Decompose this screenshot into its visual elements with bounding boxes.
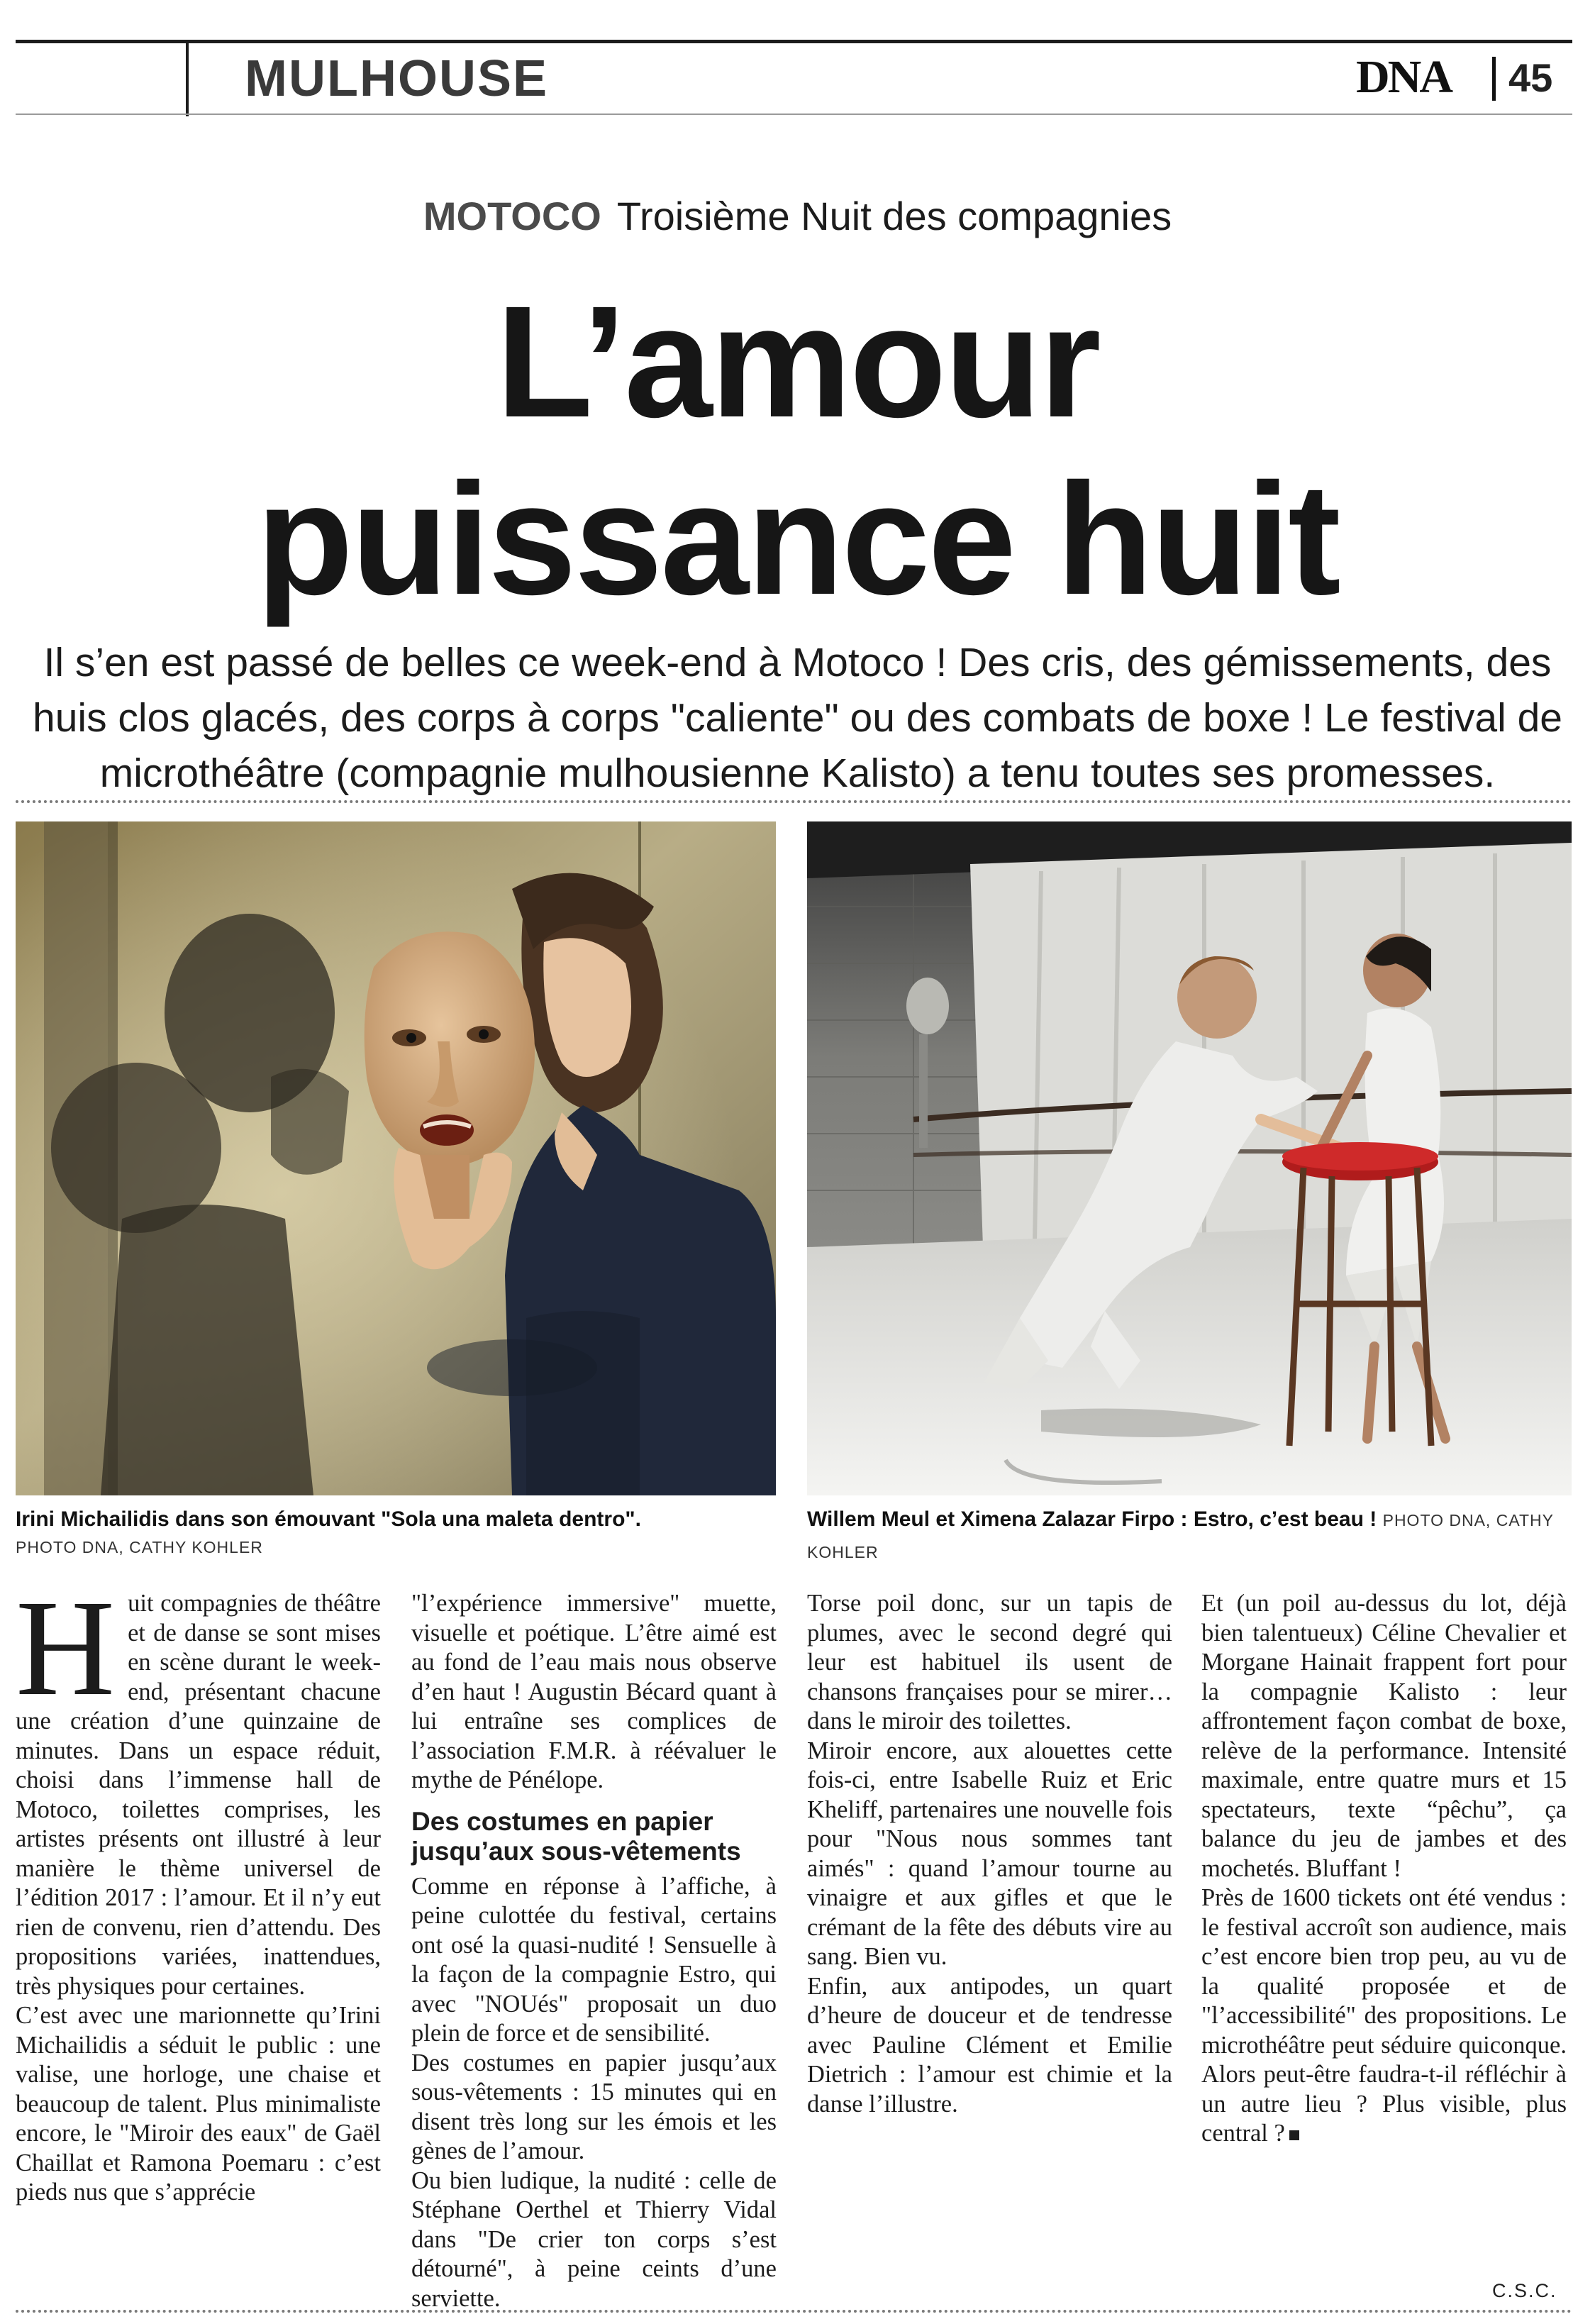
page-bottom-rule	[16, 2310, 1572, 2313]
page-number: 45	[1508, 55, 1553, 100]
body-paragraph: Et (un poil au-dessus du lot, déjà bien talentueux) Céline Chevalier et Morgane Hainait frappent fort pour la compagnie Kalisto : leur affrontement façon combat de boxe, relève de la performance. Intensité maximale, entre quatre murs et 15 spectateurs, texte “pêchu”, ça balance du jeu de jambes et des mochetés. Bluffant !	[1201, 1590, 1567, 1882]
body-paragraph: Des costumes en papier jusqu’aux sous-vêtements : 15 minutes qui en disent très long sur les émois et les gènes de l’amour.	[411, 2049, 777, 2164]
body-paragraph: uit compagnies de théâtre et de danse se sont mises en scène durant le week-end, présentant chacune une création d’une quinzaine de minutes. Dans un espace réduit, choisi dans l’immense hall de Motoco, toilettes comprises, les artistes présents ont illustré à leur manière le thème universel de l’édition 2017 : l’amour. Et il n’y eut rien de convenu, rien d’attendu. Des propositions variées, inattendues, très physiques pour certaines.	[16, 1590, 381, 2000]
header-separator	[186, 40, 189, 116]
article-column-1	[16, 1571, 381, 2270]
author-signature: C.S.C.	[1492, 2280, 1557, 2301]
photo-caption-1: Irini Michailidis dans son émouvant "Sola una maleta dentro".	[16, 1507, 641, 1531]
drop-cap: H	[16, 1571, 116, 1724]
article-column-3	[807, 1589, 1172, 2270]
body-paragraph: Comme en réponse à l’affiche, à peine culottée du festival, certains ont osé la quasi-nudité ! Sensuelle à la façon de la compagnie Estro, qui avec "NOUés" proposait un duo plein de force et de sensibilité.	[411, 1872, 777, 2047]
photo-credit-1: PHOTO DNA, CATHY KOHLER	[16, 1538, 263, 1556]
kicker	[0, 192, 1595, 241]
photo-estro-duo	[807, 821, 1572, 1495]
body-paragraph: "l’expérience immersive" muette, visuelle et poétique. L’être aimé est au fond de l’eau mais nous observe d’en haut ! Augustin Bécard quant à lui entraîne ses complices de l’association F.M.R. à réévaluer le mythe de Pénélope.	[411, 1590, 777, 1793]
photo-marionette	[16, 821, 776, 1495]
kicker-text: Troisième Nuit des compagnies	[616, 194, 1172, 238]
article-column-4	[1201, 1589, 1567, 2270]
body-paragraph: C’est avec une marionnette qu’Irini Michailidis a séduit le public : une valise, une horloge, une chaise et beaucoup de talent. Plus minimaliste encore, le "Miroir des eaux" de Gaël Chaillat et Ramona Poemaru : c’est pieds nus que s’apprécie	[16, 2002, 381, 2206]
photo-caption-2	[807, 1504, 1573, 1568]
photo-credit-2: PHOTO DNA, CATHY KOHLER	[807, 1511, 1554, 1561]
photo-caption-2-text: Willem Meul et Ximena Zalazar Firpo : Estro, c’est beau !	[807, 1507, 1377, 1531]
standfirst-divider	[16, 800, 1572, 803]
closing-paragraph-text: Près de 1600 tickets ont été vendus : le festival accroît son audience, mais c’est encore bien trop peu, au vu de la qualité proposée et de "l’accessibilité" des propositions. Le microthéâtre peut séduire quiconque. Alors peut-être faudra-t-il réfléchir à un autre lieu ? Plus visible, plus central ?	[1201, 1884, 1567, 2147]
body-paragraph	[1201, 1883, 1567, 2149]
rubric-label: MOTOCO	[423, 194, 601, 238]
headline	[0, 273, 1595, 628]
body-paragraph: Ou bien ludique, la nudité : celle de Stéphane Oerthel et Thierry Vidal dans "De crier ton corps s’est détourné", à peine ceints d’une serviette.	[411, 2167, 777, 2312]
end-mark-icon	[1289, 2130, 1299, 2140]
body-paragraph: Torse poil donc, sur un tapis de plumes, avec le second degré qui leur est habituel ils usent de chansons françaises pour se mirer… dans le miroir des toilettes.	[807, 1590, 1172, 1734]
headline-line-2: puissance huit	[256, 450, 1339, 628]
standfirst: Il s’en est passé de belles ce week-end à Motoco ! Des cris, des gémissements, des huis clos glacés, des corps à corps "caliente" ou des combats de boxe ! Le festival de microthéâtre (compagnie mulhousienne Kalisto) a tenu toutes ses promesses.	[33, 640, 1562, 796]
article-column-2	[411, 1589, 777, 2312]
logo-separator	[1492, 57, 1496, 101]
body-paragraph: Enfin, aux antipodes, un quart d’heure de douceur et de tendresse avec Pauline Clément et Emilie Dietrich : l’amour est chimie et la danse l’illustre.	[807, 1972, 1172, 2118]
header-top-rule	[16, 40, 1572, 43]
subheading: Des costumes en papier jusqu’aux sous-vêtements	[411, 1806, 741, 1866]
newspaper-logo: DNA	[1356, 51, 1451, 103]
body-paragraph: Miroir encore, aux alouettes cette fois-ci, entre Isabelle Ruiz et Eric Kheliff, partenaires une nouvelle fois pour "Nous nous sommes tant aimés" : quand l’amour tourne au vinaigre et aux gifles et que le crémant de la fête des débuts vire au sang. Bien vu.	[807, 1737, 1172, 1970]
headline-line-1: L’amour	[496, 273, 1099, 450]
section-name: MULHOUSE	[245, 50, 548, 107]
header-bottom-rule	[16, 114, 1572, 115]
